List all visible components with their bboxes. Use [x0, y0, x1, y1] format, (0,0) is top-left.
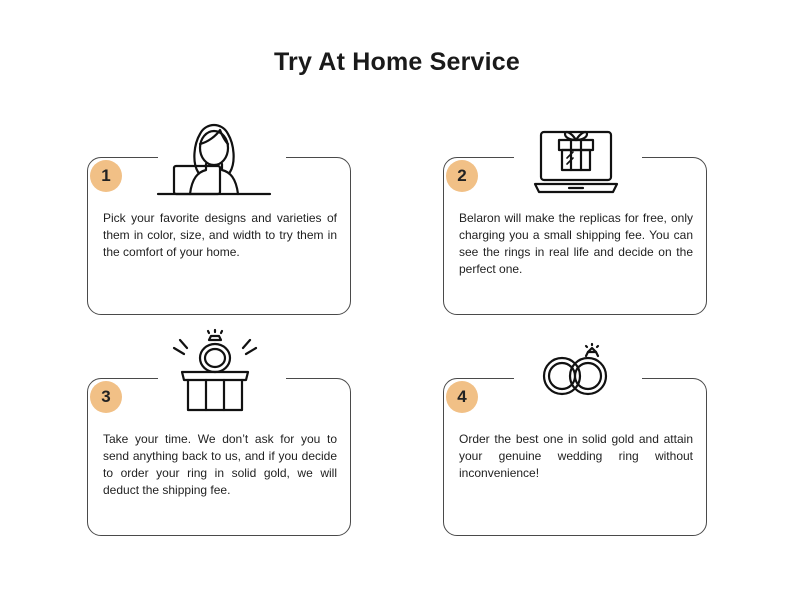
- step-number-badge-2: 2: [446, 160, 478, 192]
- page-title: Try At Home Service: [273, 48, 521, 76]
- step-number-badge-3: 3: [90, 381, 122, 413]
- step-card-4: [443, 378, 707, 536]
- woman-laptop-icon: [156, 114, 272, 198]
- laptop-gift-icon: [533, 118, 619, 198]
- step-text-3: Take your time. We don’t ask for you to send anything back to us, and if you decide to order your ring in solid gold, we will deduct the shipping fee.: [103, 432, 337, 497]
- step-number-badge-4: 4: [446, 381, 478, 413]
- step-text-1: Pick your favorite designs and varieties of them in color, size, and width to try them in the comfort of your home.: [103, 211, 337, 259]
- step-number-badge-1: 1: [90, 160, 122, 192]
- step-text-4: Order the best one in solid gold and attain your genuine wedding ring without inconvenience!: [459, 432, 693, 480]
- ring-box-icon: [170, 328, 260, 414]
- wedding-rings-icon: [538, 342, 614, 400]
- step-text-2: Belaron will make the replicas for free, only charging you a small shipping fee. You can see the rings in real life and decide on the perfect one.: [459, 211, 693, 276]
